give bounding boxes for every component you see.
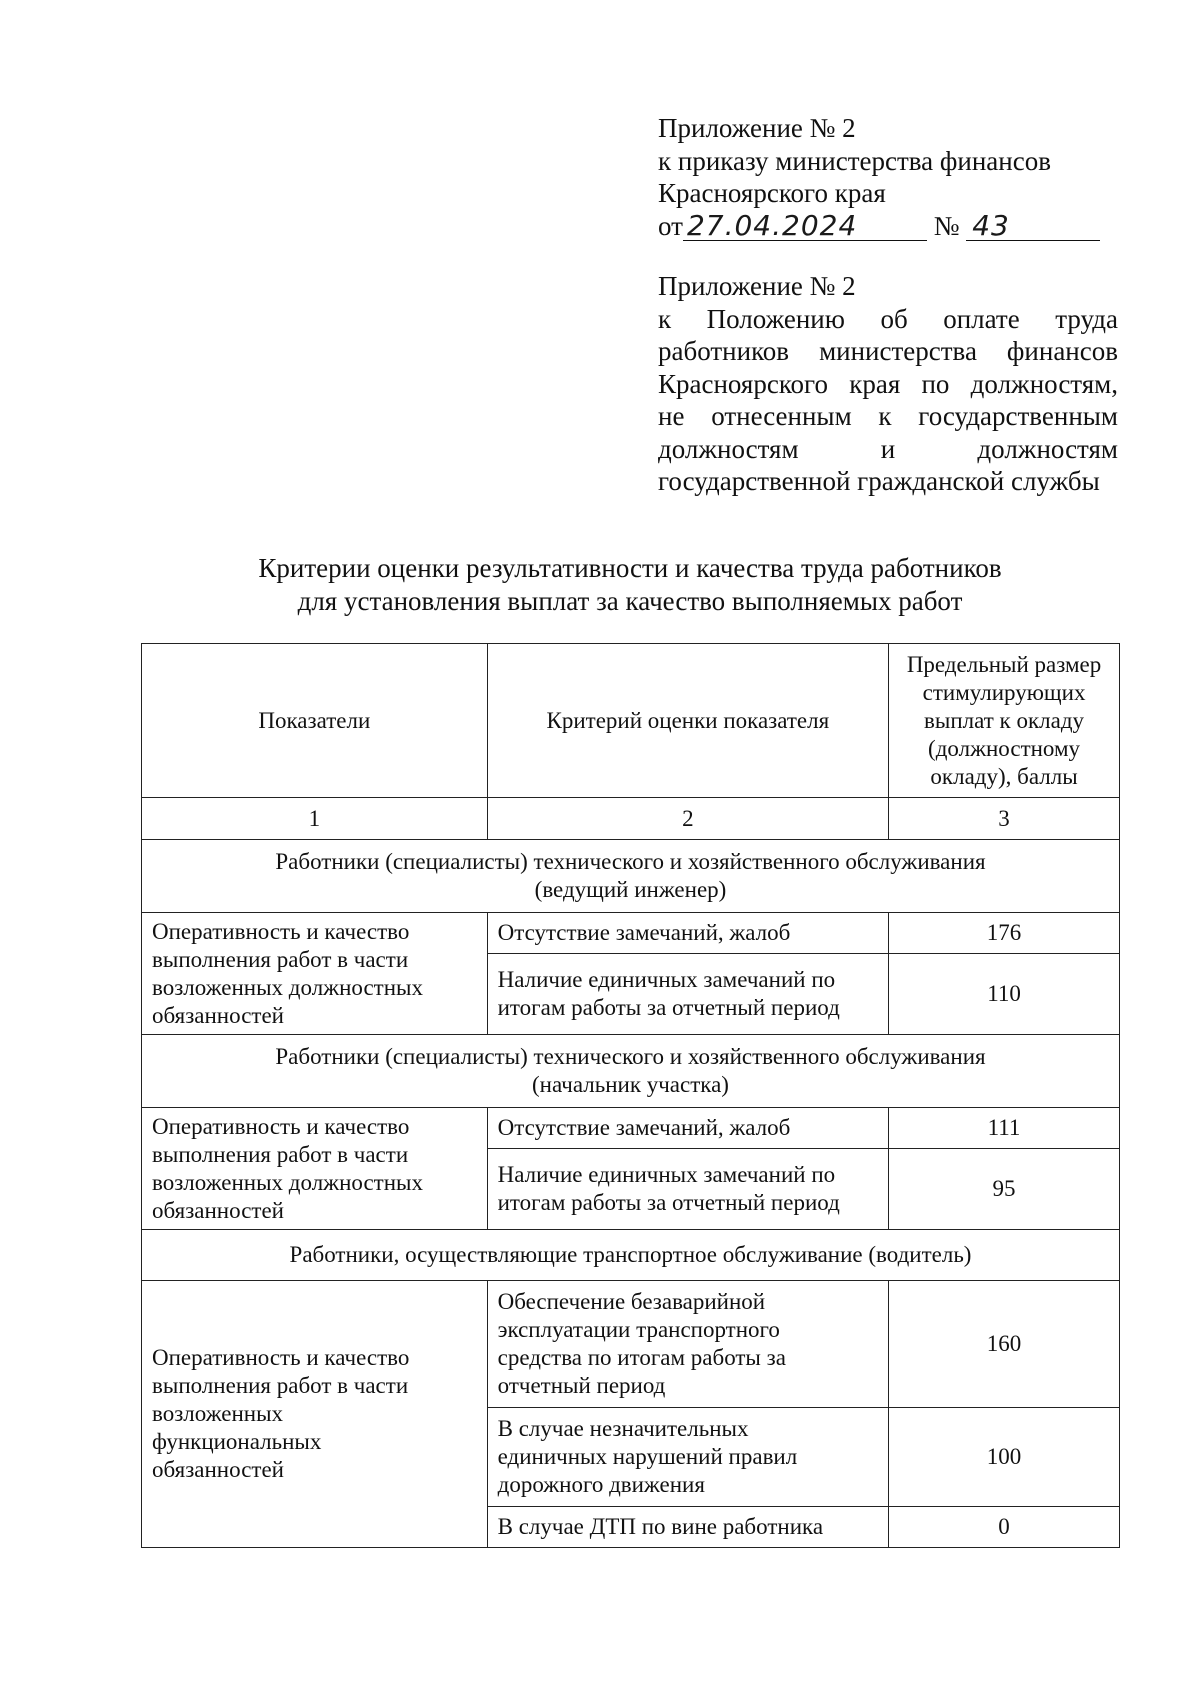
criterion-line: дорожного движения	[497, 1472, 705, 1497]
appendix-regulation-line-6: государственной гражданской службы	[658, 466, 1100, 496]
date-prefix: от	[658, 210, 683, 241]
header-max-points-line: (должностному	[928, 735, 1081, 761]
criterion-line: В случае незначительных	[497, 1416, 749, 1441]
table-header-row	[142, 644, 1120, 798]
indicator-line: выполнения работ в части	[152, 946, 409, 972]
header-max-points	[889, 644, 1120, 798]
appendix-order-header	[658, 112, 1118, 244]
points-cell: 111	[889, 1108, 1120, 1149]
criterion-line: Наличие единичных замечаний по	[497, 1162, 836, 1187]
indicator-cell	[142, 913, 488, 1035]
header-max-points-line: стимулирующих	[922, 679, 1086, 705]
appendix-regulation-line-2: работников министерства финансов	[658, 336, 1118, 366]
indicator-line: обязанностей	[152, 1002, 284, 1028]
appendix-regulation-title: Приложение № 2	[658, 271, 856, 301]
column-number-row	[142, 798, 1120, 840]
header-indicators: Показатели	[142, 644, 488, 798]
section-heading	[142, 1035, 1120, 1108]
criterion-line: Наличие единичных замечаний по	[497, 967, 836, 992]
criterion-line: В случае ДТП по вине работника	[497, 1514, 824, 1539]
indicator-line: возложенных должностных	[152, 1169, 423, 1195]
header-max-points-line: окладу), баллы	[930, 763, 1078, 789]
appendix-regulation-line-3: Красноярского края по должностям,	[658, 368, 1118, 399]
criterion-line: Отсутствие замечаний, жалоб	[497, 1115, 791, 1140]
indicator-line: функциональных	[152, 1429, 322, 1454]
section-heading-line: (начальник участка)	[532, 1072, 729, 1097]
section-heading	[142, 1230, 1120, 1281]
indicator-line: Оперативность и качество	[152, 918, 410, 944]
section-heading-line: Работники (специалисты) технического и хозяйственного обслуживания	[275, 849, 986, 874]
points-cell: 95	[889, 1149, 1120, 1230]
column-number: 3	[889, 798, 1120, 840]
indicator-line: выполнения работ в части	[152, 1373, 409, 1398]
appendix-regulation-header	[658, 270, 1118, 498]
header-criteria: Критерий оценки показателя	[487, 644, 888, 798]
section-heading-line: (ведущий инженер)	[534, 877, 727, 902]
criterion-line: средства по итогам работы за	[497, 1345, 786, 1370]
criterion-cell	[487, 1281, 888, 1408]
points-cell: 160	[889, 1281, 1120, 1408]
points-cell: 176	[889, 913, 1120, 954]
criteria-table	[141, 643, 1120, 1548]
appendix-regulation-line-5: должностям и должностям	[658, 433, 1118, 464]
indicator-line: возложенных должностных	[152, 974, 423, 1000]
table-row	[142, 1108, 1120, 1149]
criterion-line: единичных нарушений правил	[497, 1444, 798, 1469]
section-heading-row	[142, 1035, 1120, 1108]
points-cell: 0	[889, 1507, 1120, 1548]
column-number: 1	[142, 798, 488, 840]
criterion-line: отчетный период	[497, 1373, 666, 1398]
number-prefix: №	[933, 210, 960, 241]
section-heading-line: Работники, осуществляющие транспортное обслуживание (водитель)	[289, 1242, 972, 1267]
section-heading-line: Работники (специалисты) технического и хозяйственного обслуживания	[275, 1044, 986, 1069]
criterion-cell	[487, 913, 888, 954]
criterion-line: итогам работы за отчетный период	[497, 1190, 840, 1215]
handwritten-number: 43	[972, 208, 1010, 242]
criterion-cell	[487, 1108, 888, 1149]
points-cell: 110	[889, 954, 1120, 1035]
criterion-cell	[487, 1149, 888, 1230]
document-title	[130, 552, 1130, 617]
handwritten-date: 27.04.2024	[686, 208, 858, 242]
criterion-line: Обеспечение безаварийной	[497, 1289, 766, 1314]
indicator-cell	[142, 1108, 488, 1230]
table-row	[142, 913, 1120, 954]
section-heading	[142, 840, 1120, 913]
criterion-cell	[487, 954, 888, 1035]
header-max-points-line: Предельный размер	[906, 651, 1102, 677]
indicator-line: Оперативность и качество	[152, 1113, 410, 1139]
document-title-line-1: Критерии оценки результативности и качества труда работников	[258, 553, 1002, 583]
section-heading-row	[142, 1230, 1120, 1281]
indicator-line: обязанностей	[152, 1457, 284, 1482]
appendix-regulation-line-4: не отнесенным к государственным	[658, 401, 1118, 431]
points-cell: 100	[889, 1408, 1120, 1507]
header-max-points-line: выплат к окладу	[924, 707, 1085, 733]
criterion-line: эксплуатации транспортного	[497, 1317, 780, 1342]
order-number-field	[966, 208, 1100, 242]
criterion-line: Отсутствие замечаний, жалоб	[497, 920, 791, 945]
indicator-line: выполнения работ в части	[152, 1141, 409, 1167]
appendix-order-title: Приложение № 2	[658, 113, 856, 143]
criterion-cell	[487, 1408, 888, 1507]
criterion-cell	[487, 1507, 888, 1548]
appendix-order-line-1: к приказу министерства финансов	[658, 145, 1051, 176]
criterion-line: итогам работы за отчетный период	[497, 995, 840, 1020]
appendix-order-line-2: Красноярского края	[658, 178, 886, 208]
section-heading-row	[142, 840, 1120, 913]
indicator-cell	[142, 1281, 488, 1548]
appendix-regulation-line-1: к Положению об оплате труда	[658, 303, 1118, 334]
table-row	[142, 1281, 1120, 1408]
indicator-line: возложенных	[152, 1401, 284, 1426]
column-number: 2	[487, 798, 888, 840]
document-title-line-2: для установления выплат за качество выполняемых работ	[297, 585, 963, 616]
indicator-line: Оперативность и качество	[152, 1345, 410, 1370]
order-date-field	[683, 208, 927, 242]
order-date-number-line	[658, 210, 1118, 244]
indicator-line: обязанностей	[152, 1197, 284, 1223]
